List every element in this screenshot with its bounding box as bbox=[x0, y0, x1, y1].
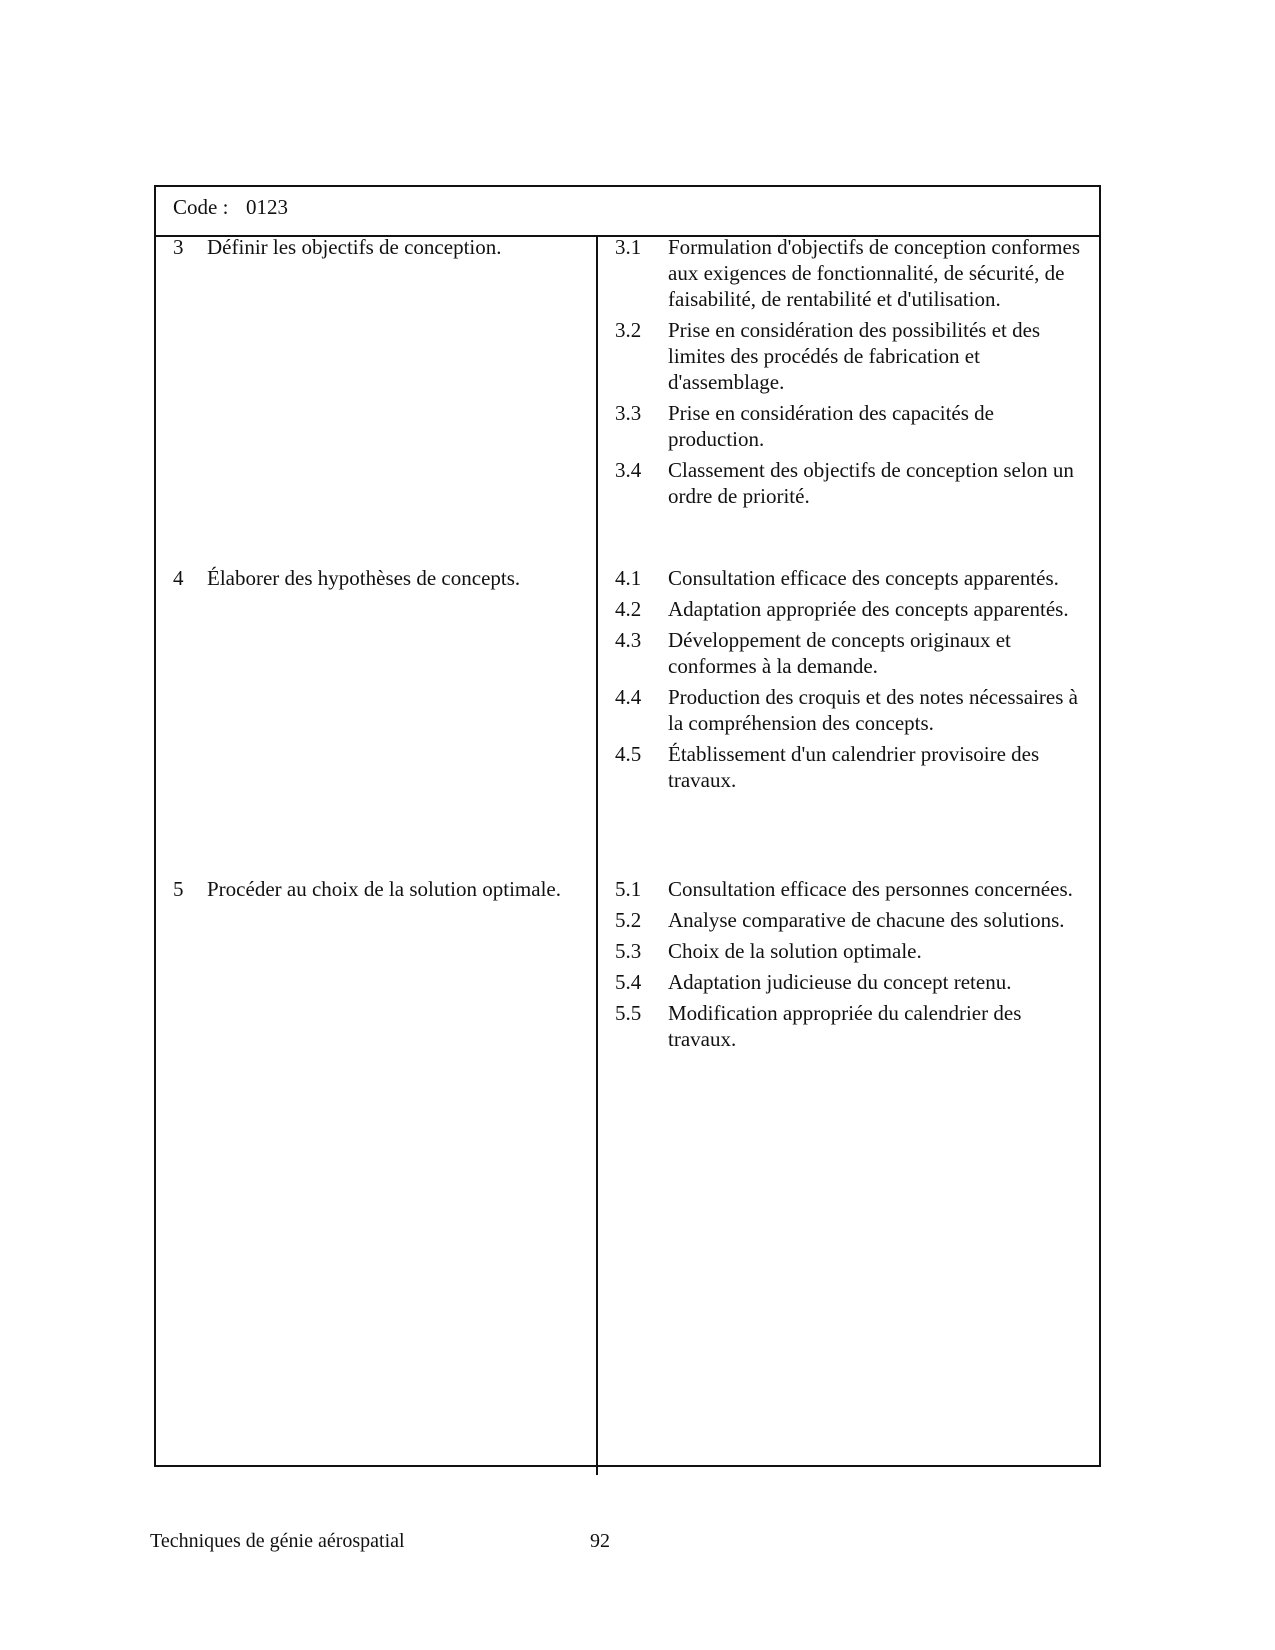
criterion-item bbox=[615, 938, 1085, 964]
criterion-number: 3.1 bbox=[615, 235, 642, 259]
criterion-number: 4.3 bbox=[615, 628, 642, 652]
section-title: Élaborer des hypothèses de concepts. bbox=[207, 566, 521, 590]
criterion-text: Développement de concepts originaux et conformes à la demande. bbox=[668, 628, 1011, 678]
criterion-item bbox=[615, 596, 1085, 622]
criterion-text: Production des croquis et des notes nécessaires à la compréhension des concepts. bbox=[668, 685, 1078, 735]
column-divider bbox=[596, 235, 598, 1475]
code-label: Code : bbox=[173, 195, 229, 219]
criterion-text: Consultation efficace des concepts apparentés. bbox=[668, 566, 1059, 590]
criterion-item bbox=[615, 627, 1085, 679]
code-value: 0123 bbox=[246, 195, 288, 219]
criteria-list bbox=[615, 565, 1085, 798]
criterion-text: Adaptation appropriée des concepts apparentés. bbox=[668, 597, 1069, 621]
criterion-number: 4.5 bbox=[615, 742, 642, 766]
criterion-number: 5.4 bbox=[615, 970, 642, 994]
criterion-number: 4.2 bbox=[615, 597, 642, 621]
criterion-item bbox=[615, 1000, 1085, 1052]
section-title: Définir les objectifs de conception. bbox=[207, 235, 502, 259]
code-header-row bbox=[156, 187, 1099, 237]
criteria-list bbox=[615, 234, 1085, 514]
criterion-text: Consultation efficace des personnes concernées. bbox=[668, 877, 1073, 901]
criterion-text: Formulation d'objectifs de conception conformes aux exigences de fonctionnalité, de sécurité, de faisabilité, de rentabilité et d'utilisation. bbox=[668, 235, 1081, 311]
section-number: 5 bbox=[173, 877, 184, 901]
footer-page-number: 92 bbox=[590, 1530, 610, 1552]
competency-table bbox=[154, 185, 1101, 1467]
criterion-number: 5.3 bbox=[615, 939, 642, 963]
criterion-number: 5.1 bbox=[615, 877, 642, 901]
section-title: Procéder au choix de la solution optimale. bbox=[207, 877, 561, 901]
criterion-number: 4.1 bbox=[615, 566, 642, 590]
criterion-item bbox=[615, 457, 1085, 509]
footer-program-name: Techniques de génie aérospatial bbox=[150, 1530, 405, 1552]
criteria-list bbox=[615, 876, 1085, 1057]
criterion-number: 3.4 bbox=[615, 458, 642, 482]
criterion-text: Établissement d'un calendrier provisoire des travaux. bbox=[668, 742, 1040, 792]
criterion-text: Classement des objectifs de conception selon un ordre de priorité. bbox=[668, 458, 1074, 508]
criterion-text: Analyse comparative de chacune des solutions. bbox=[668, 908, 1065, 932]
criterion-text: Prise en considération des possibilités et des limites des procédés de fabrication et d'assemblage. bbox=[668, 318, 1041, 394]
criterion-text: Choix de la solution optimale. bbox=[668, 939, 922, 963]
criterion-text: Modification appropriée du calendrier des travaux. bbox=[668, 1001, 1022, 1051]
criterion-item bbox=[615, 876, 1085, 902]
criterion-item bbox=[615, 565, 1085, 591]
criterion-item bbox=[615, 969, 1085, 995]
criterion-number: 3.3 bbox=[615, 401, 642, 425]
criterion-item bbox=[615, 684, 1085, 736]
criterion-text: Adaptation judicieuse du concept retenu. bbox=[668, 970, 1012, 994]
criterion-text: Prise en considération des capacités de production. bbox=[668, 401, 994, 451]
section-number: 4 bbox=[173, 566, 184, 590]
criterion-item bbox=[615, 317, 1085, 395]
criterion-number: 4.4 bbox=[615, 685, 642, 709]
criterion-number: 3.2 bbox=[615, 318, 642, 342]
criterion-item bbox=[615, 234, 1085, 312]
section-number: 3 bbox=[173, 235, 184, 259]
criterion-item bbox=[615, 400, 1085, 452]
criterion-number: 5.5 bbox=[615, 1001, 642, 1025]
criterion-number: 5.2 bbox=[615, 908, 642, 932]
criterion-item bbox=[615, 907, 1085, 933]
criterion-item bbox=[615, 741, 1085, 793]
